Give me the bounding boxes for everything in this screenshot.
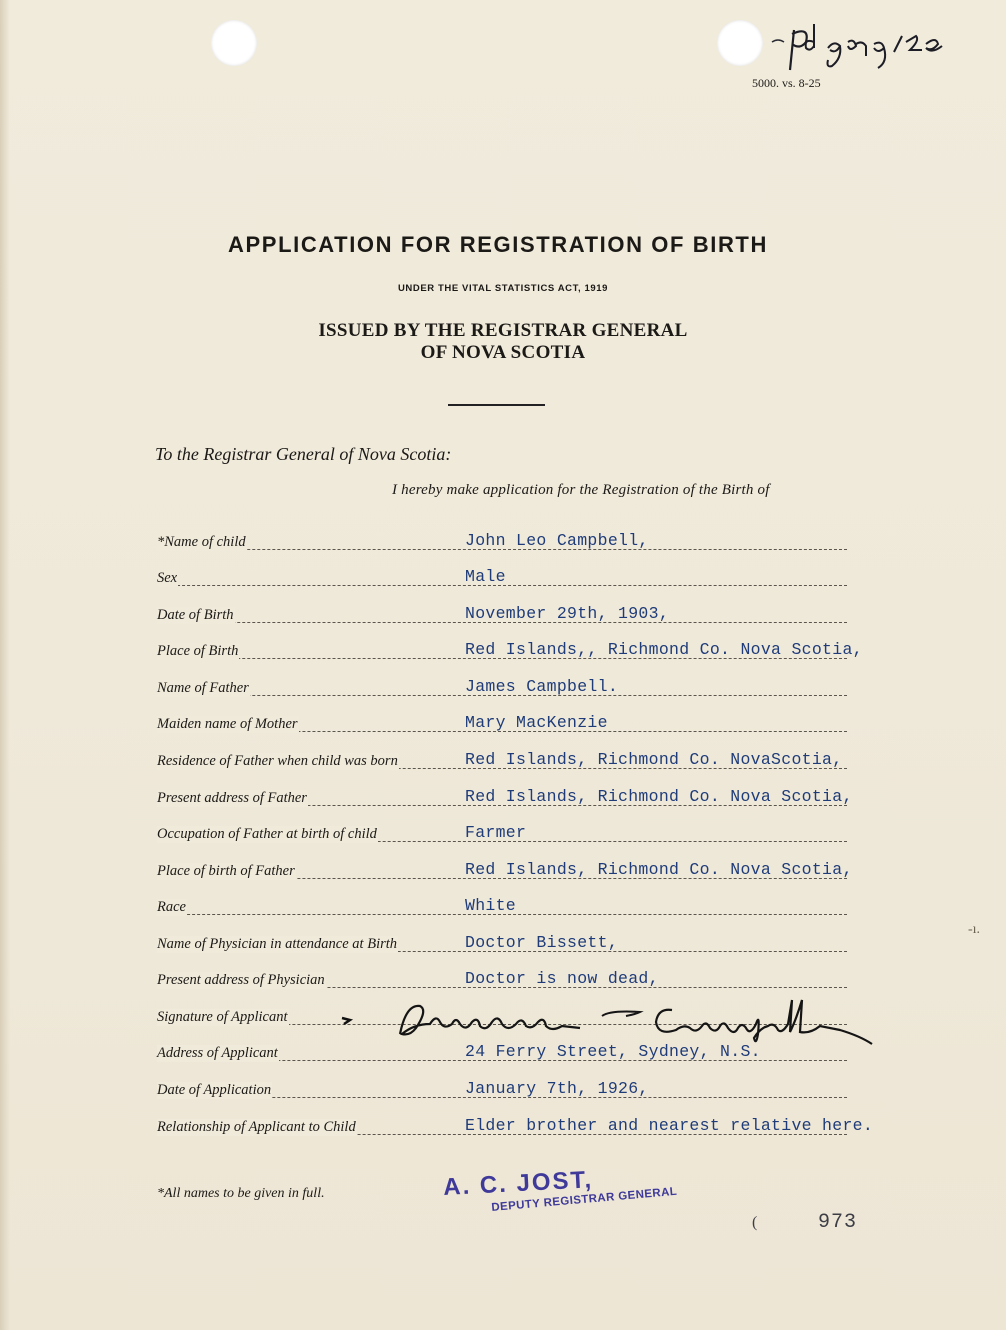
act-subtitle: UNDER THE VITAL STATISTICS ACT, 1919 [397, 283, 609, 294]
field-value: White [465, 896, 517, 915]
signature-text: Alexander Campbell [340, 994, 349, 995]
field-label: Date of Application [157, 1082, 272, 1098]
field-value: Doctor is now dead, [465, 969, 659, 988]
issuer-line-1: ISSUED BY THE REGISTRAR GENERAL [318, 320, 688, 341]
field-value: John Leo Campbell, [465, 531, 649, 550]
field-value: Doctor Bissett, [465, 933, 619, 952]
field-physician-in-attendance [0, 929, 1006, 959]
issuer-line-2: OF NOVA SCOTIA [420, 342, 586, 363]
field-label: Place of Birth [157, 643, 239, 659]
issuer [0, 320, 1006, 364]
field-label: Date of Birth [157, 607, 234, 623]
field-value: Mary MacKenzie [465, 713, 608, 732]
field-label: Occupation of Father at birth of child [157, 826, 377, 842]
tick-mark: ( [752, 1214, 758, 1231]
field-name-of-child [0, 527, 1006, 557]
field-present-address-of-father [0, 783, 1006, 813]
punch-hole-left [211, 20, 257, 66]
title-divider [448, 404, 545, 406]
field-label: Name of Physician in attendance at Birth [157, 936, 398, 952]
field-value: James Campbell. [465, 677, 619, 696]
field-label: Name of Father [157, 680, 249, 696]
field-label: Relationship of Applicant to Child [157, 1119, 356, 1135]
field-label: Present address of Father [157, 790, 307, 806]
intro-text: I hereby make application for the Registration of the Birth of [392, 482, 770, 498]
field-label: Sex [157, 570, 178, 586]
stamp-name: A. C. JOST, [442, 1166, 594, 1202]
paper-speck: -ı. [968, 922, 981, 937]
field-value: January 7th, 1926, [465, 1079, 649, 1098]
field-sex [0, 563, 1006, 593]
field-present-address-of-physician [0, 965, 1006, 995]
salutation: To the Registrar General of Nova Scotia: [155, 444, 452, 464]
field-name-of-father [0, 673, 1006, 703]
field-date-of-application [0, 1075, 1006, 1105]
field-value: Red Islands, Richmond Co. Nova Scotia, [465, 787, 853, 806]
field-label: Signature of Applicant [157, 1009, 288, 1025]
applicant-signature [340, 994, 880, 1054]
field-value: Male [465, 567, 506, 586]
field-relationship-to-child [0, 1112, 1006, 1142]
field-residence-of-father [0, 746, 1006, 776]
handwritten-paid-note [770, 22, 960, 72]
field-value: Red Islands,, Richmond Co. Nova Scotia, [465, 640, 863, 659]
field-date-of-birth [0, 600, 1006, 630]
field-label: *Name of child [157, 534, 246, 550]
form-number: 5000. vs. 8-25 [752, 76, 821, 90]
field-label: Residence of Father when child was born [157, 753, 398, 769]
footnote: *All names to be given in full. [157, 1186, 325, 1201]
field-value: 24 Ferry Street, Sydney, N.S. [465, 1042, 761, 1061]
field-value: Red Islands, Richmond Co. Nova Scotia, [465, 860, 853, 879]
field-label: Maiden name of Mother [157, 716, 298, 732]
registrar-stamp [440, 1166, 690, 1232]
field-place-of-birth-of-father [0, 856, 1006, 886]
field-value: November 29th, 1903, [465, 604, 670, 623]
field-label: Present address of Physician [157, 972, 325, 988]
field-value: Elder brother and nearest relative here. [465, 1116, 874, 1135]
field-label: Race [157, 899, 186, 915]
field-value: Red Islands, Richmond Co. NovaScotia, [465, 750, 843, 769]
field-label: Address of Applicant [157, 1045, 278, 1061]
field-maiden-name-of-mother [0, 709, 1006, 739]
stamp-title: DEPUTY REGISTRAR GENERAL [490, 1185, 678, 1214]
field-value: Farmer [465, 823, 527, 842]
field-occupation-of-father [0, 819, 1006, 849]
field-race [0, 892, 1006, 922]
file-number: 973 [818, 1211, 858, 1234]
punch-hole-right [717, 20, 763, 66]
field-place-of-birth [0, 636, 1006, 666]
field-label: Place of birth of Father [157, 863, 295, 879]
document-title: APPLICATION FOR REGISTRATION OF BIRTH [228, 232, 768, 257]
